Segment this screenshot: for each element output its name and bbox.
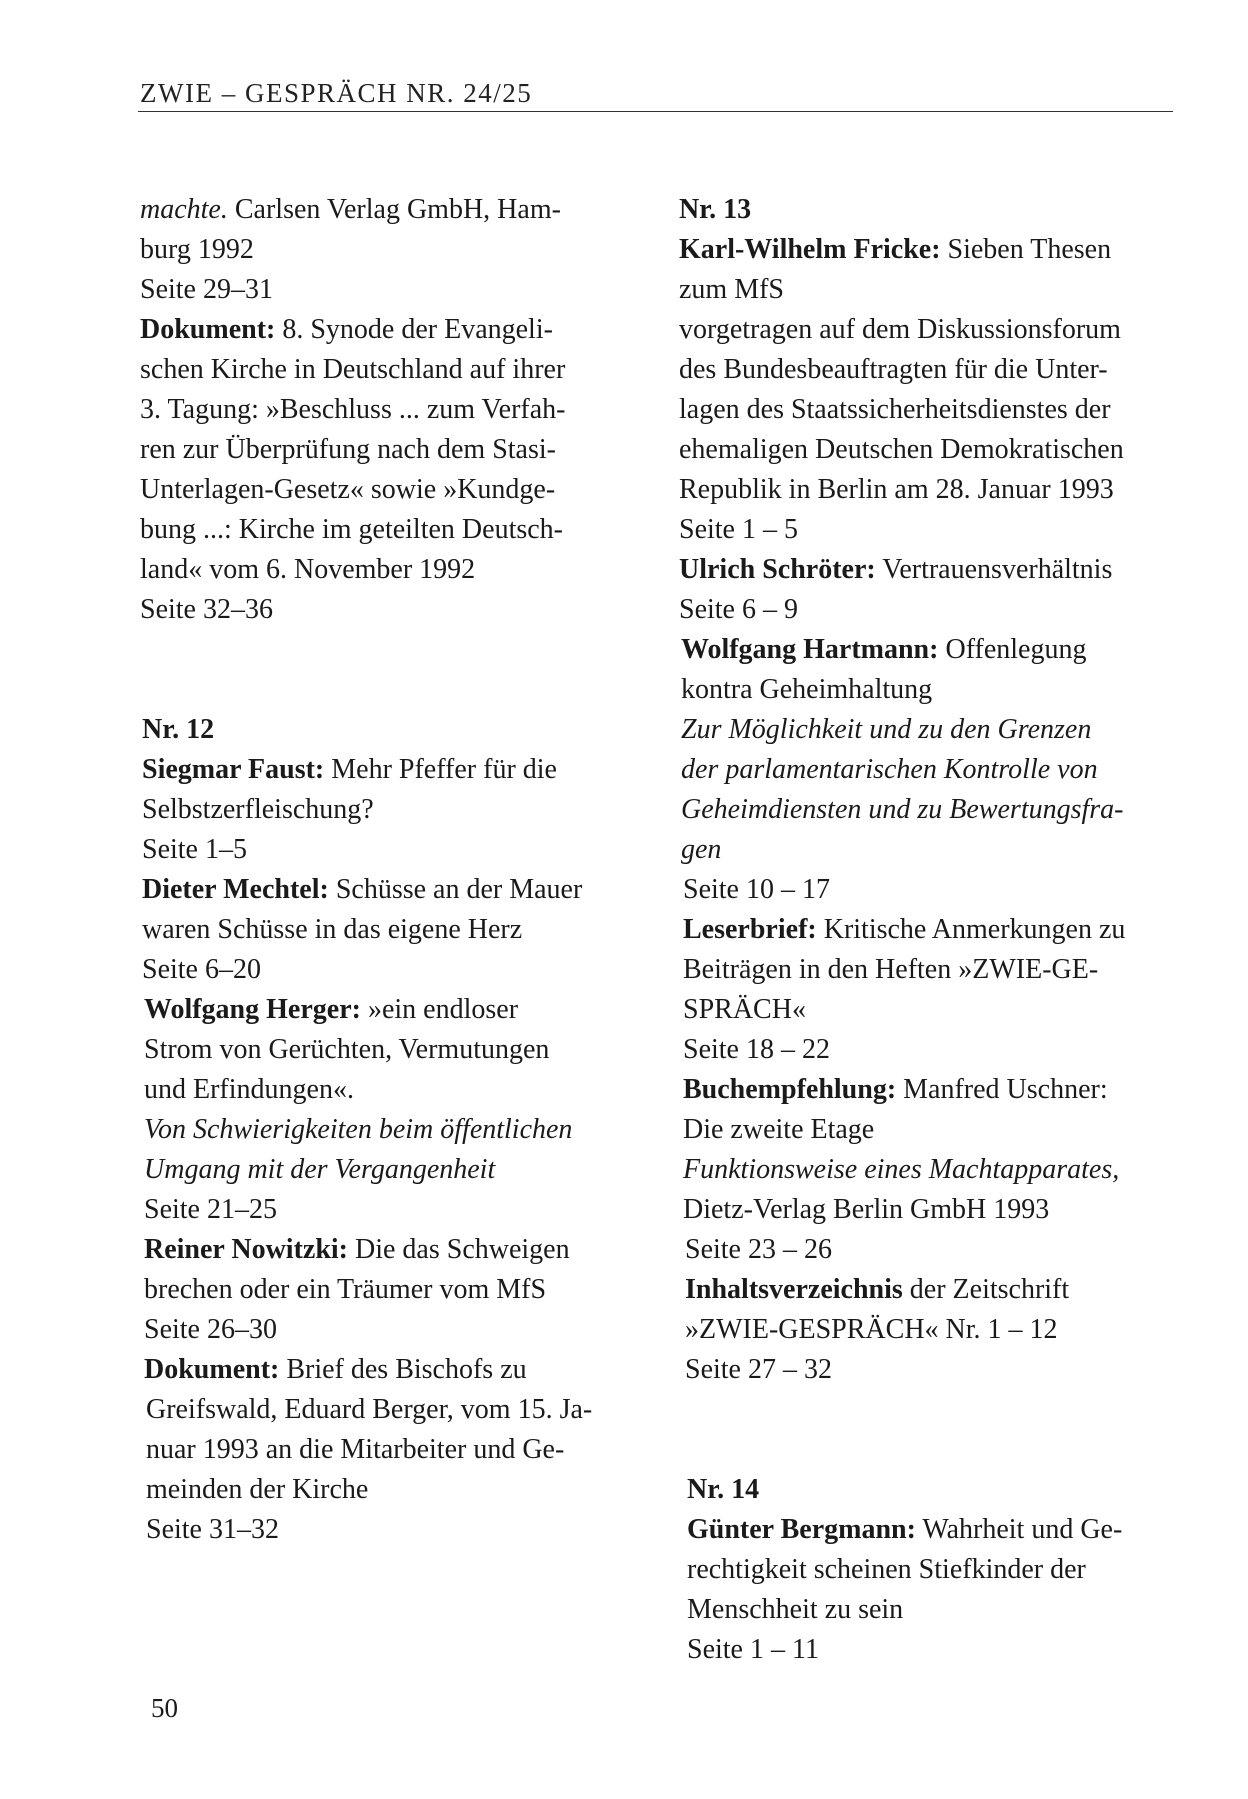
entry-subtitle: gen	[681, 834, 722, 865]
entry-line	[679, 310, 1199, 350]
entry-text: der Zeitschrift	[902, 1274, 1070, 1305]
entry-line	[140, 310, 660, 350]
entry-line	[679, 630, 1199, 670]
entry-text: zum MfS	[679, 274, 784, 305]
entry-line	[140, 790, 660, 830]
entry-text: Strom von Gerüchten, Vermutungen	[144, 1034, 550, 1065]
entry-line	[140, 470, 660, 510]
entry-text: Kritische Anmerkungen zu	[816, 914, 1126, 945]
entry-text: Seite 1 – 5	[679, 514, 798, 545]
entry-line	[140, 590, 660, 630]
entry-subtitle: Umgang mit der Vergangenheit	[144, 1154, 496, 1185]
entry-text: Seite 27 – 32	[685, 1354, 832, 1385]
entry-line	[679, 1070, 1199, 1110]
entry-line	[679, 350, 1199, 390]
entry-text: Die das Schweigen	[348, 1234, 570, 1265]
entry-author: Buchempfehlung:	[683, 1074, 897, 1105]
entry-line	[140, 190, 660, 230]
entry-line	[679, 830, 1199, 870]
entry-text: schen Kirche in Deutschland auf ihrer	[140, 354, 566, 385]
entry-text: burg 1992	[140, 234, 254, 265]
entry-subtitle: Geheimdiensten und zu Bewertungsfra-	[681, 794, 1124, 825]
entry-line	[140, 510, 660, 550]
entry-line	[679, 270, 1199, 310]
entry-line	[140, 1430, 660, 1470]
entry-text: Seite 31–32	[146, 1514, 279, 1545]
entry-line	[140, 1350, 660, 1390]
entry-text: Seite 6 – 9	[679, 594, 798, 625]
entry-text: Brief des Bischofs zu	[279, 1354, 527, 1385]
entry-text: 3. Tagung: »Beschluss ... zum Verfah-	[140, 394, 566, 425]
entry-line	[140, 1230, 660, 1270]
entry-text: Greifswald, Eduard Berger, vom 15. Ja-	[146, 1394, 593, 1425]
entry-line	[679, 1110, 1199, 1150]
running-header: ZWIE – GESPRÄCH NR. 24/25	[140, 78, 533, 108]
entry-line	[679, 1510, 1199, 1550]
entry-author: Reiner Nowitzki:	[144, 1234, 348, 1265]
entry-line	[679, 1230, 1199, 1270]
entry-line	[679, 190, 1199, 230]
entry-text: Carlsen Verlag GmbH, Ham-	[227, 194, 561, 225]
entry-text: Seite 26–30	[144, 1314, 277, 1345]
left-column	[140, 190, 660, 1550]
entry-line	[140, 1030, 660, 1070]
entry-line	[140, 550, 660, 590]
entry-line	[140, 350, 660, 390]
entry-author: Nr. 12	[142, 714, 215, 745]
entry-line	[679, 950, 1199, 990]
entry-line	[679, 1630, 1199, 1670]
entry-text: Dietz-Verlag Berlin GmbH 1993	[683, 1194, 1050, 1225]
entry-author: Wolfgang Herger:	[144, 994, 361, 1025]
entry-line	[679, 990, 1199, 1030]
entry-text: kontra Geheimhaltung	[681, 674, 933, 705]
entry-text: Manfred Uschner:	[896, 1074, 1108, 1105]
entry-text: waren Schüsse in das eigene Herz	[142, 914, 523, 945]
entry-text: »ZWIE-GESPRÄCH« Nr. 1 – 12	[685, 1314, 1058, 1345]
entry-text: land« vom 6. November 1992	[140, 554, 476, 585]
entry-text: Seite 29–31	[140, 274, 273, 305]
entry-line	[140, 1510, 660, 1550]
entry-text: Beiträgen in den Heften »ZWIE-GE-	[683, 954, 1099, 985]
entry-text: Seite 1 – 11	[687, 1634, 819, 1665]
entry-text: »ein endloser	[360, 994, 519, 1025]
entry-line	[140, 910, 660, 950]
entry-line	[679, 1350, 1199, 1390]
entry-text: des Bundesbeauftragten für die Unter-	[679, 354, 1108, 385]
entry-line	[679, 230, 1199, 270]
entry-author: Ulrich Schröter:	[679, 554, 876, 585]
entry-text: ehemaligen Deutschen Demokratischen	[679, 434, 1124, 465]
entry-line	[679, 550, 1199, 590]
entry-text: Offenlegung	[938, 634, 1087, 665]
entry-line	[140, 1310, 660, 1350]
entry-line	[140, 950, 660, 990]
entry-author: Dokument:	[140, 314, 276, 345]
entry-line	[679, 670, 1199, 710]
entry-text: Seite 1–5	[142, 834, 247, 865]
entry-text: Wahrheit und Ge-	[915, 1514, 1123, 1545]
entry-line	[679, 510, 1199, 550]
entry-text: und Erfindungen«.	[144, 1074, 354, 1105]
entry-text: Seite 6–20	[142, 954, 261, 985]
entry-author: Dieter Mechtel:	[142, 874, 329, 905]
header-rule	[138, 111, 1173, 112]
entry-line	[679, 1310, 1199, 1350]
entry-text: Seite 21–25	[144, 1194, 277, 1225]
entry-line	[679, 910, 1199, 950]
entry-author: Inhaltsverzeichnis	[685, 1274, 903, 1305]
entry-text: Vertrauensverhältnis	[875, 554, 1113, 585]
entry-line	[679, 1550, 1199, 1590]
entry-line	[679, 1030, 1199, 1070]
entry-line	[140, 1390, 660, 1430]
entry-line	[679, 1270, 1199, 1310]
entry-author: Siegmar Faust:	[142, 754, 325, 785]
entry-text: nuar 1993 an die Mitarbeiter und Ge-	[146, 1434, 565, 1465]
entry-line	[140, 1110, 660, 1150]
page-number: 50	[151, 1693, 178, 1723]
entry-author: Wolfgang Hartmann:	[681, 634, 939, 665]
entry-line	[679, 1150, 1199, 1190]
entry-text: Seite 18 – 22	[683, 1034, 830, 1065]
entry-subtitle: der parlamentarischen Kontrolle von	[681, 754, 1098, 785]
entry-text: 8. Synode der Evangeli-	[275, 314, 553, 345]
entry-subtitle: Funktionsweise eines Machtapparates,	[683, 1154, 1120, 1185]
entry-line	[140, 270, 660, 310]
entry-author: Dokument:	[144, 1354, 280, 1385]
entry-line	[679, 390, 1199, 430]
entry-line	[679, 1190, 1199, 1230]
entry-line	[679, 750, 1199, 790]
entry-author: Nr. 13	[679, 194, 752, 225]
entry-line	[679, 790, 1199, 830]
entry-text: lagen des Staatssicherheitsdienstes der	[679, 394, 1111, 425]
entry-line	[679, 870, 1199, 910]
entry-author: Günter Bergmann:	[687, 1514, 916, 1545]
entry-author: Nr. 14	[687, 1474, 760, 1505]
entry-text: brechen oder ein Träumer vom MfS	[144, 1274, 547, 1305]
entry-subtitle: Von Schwierigkeiten beim öffentlichen	[144, 1114, 573, 1145]
entry-line	[140, 230, 660, 270]
entry-line	[679, 1470, 1199, 1510]
entry-line	[140, 1270, 660, 1310]
entry-text: bung ...: Kirche im geteilten Deutsch-	[140, 514, 563, 545]
entry-line	[679, 1590, 1199, 1630]
entry-line	[140, 750, 660, 790]
entry-line	[140, 390, 660, 430]
entry-text: Seite 32–36	[140, 594, 273, 625]
entry-text: Schüsse an der Mauer	[328, 874, 583, 905]
entry-subtitle: machte.	[140, 194, 228, 225]
entry-text: Menschheit zu sein	[687, 1594, 904, 1625]
entry-line	[679, 430, 1199, 470]
entry-text: Republik in Berlin am 28. Januar 1993	[679, 474, 1114, 505]
entry-text: ren zur Überprüfung nach dem Stasi-	[140, 434, 556, 465]
entry-text: Sieben Thesen	[940, 234, 1112, 265]
entry-text: Seite 23 – 26	[685, 1234, 832, 1265]
entry-text: vorgetragen auf dem Diskussionsforum	[679, 314, 1121, 345]
entry-text: SPRÄCH«	[683, 994, 806, 1025]
entry-subtitle: Zur Möglichkeit und zu den Grenzen	[681, 714, 1092, 745]
entry-line	[140, 430, 660, 470]
right-column	[679, 190, 1199, 1670]
entry-text: Selbstzerfleischung?	[142, 794, 374, 825]
entry-text: Die zweite Etage	[683, 1114, 875, 1145]
entry-text: rechtigkeit scheinen Stiefkinder der	[687, 1554, 1086, 1585]
entry-text: Mehr Pfeffer für die	[324, 754, 557, 785]
entry-line	[140, 1070, 660, 1110]
entry-text: meinden der Kirche	[146, 1474, 369, 1505]
entry-line	[679, 590, 1199, 630]
entry-text: Unterlagen-Gesetz« sowie »Kundge-	[140, 474, 556, 505]
entry-line	[140, 710, 660, 750]
entry-author: Karl-Wilhelm Fricke:	[679, 234, 941, 265]
entry-line	[140, 1190, 660, 1230]
entry-author: Leserbrief:	[683, 914, 817, 945]
entry-line	[140, 1150, 660, 1190]
entry-line	[140, 1470, 660, 1510]
entry-line	[679, 710, 1199, 750]
entry-line	[140, 830, 660, 870]
entry-line	[140, 990, 660, 1030]
entry-line	[140, 870, 660, 910]
entry-text: Seite 10 – 17	[683, 874, 830, 905]
entry-line	[679, 470, 1199, 510]
